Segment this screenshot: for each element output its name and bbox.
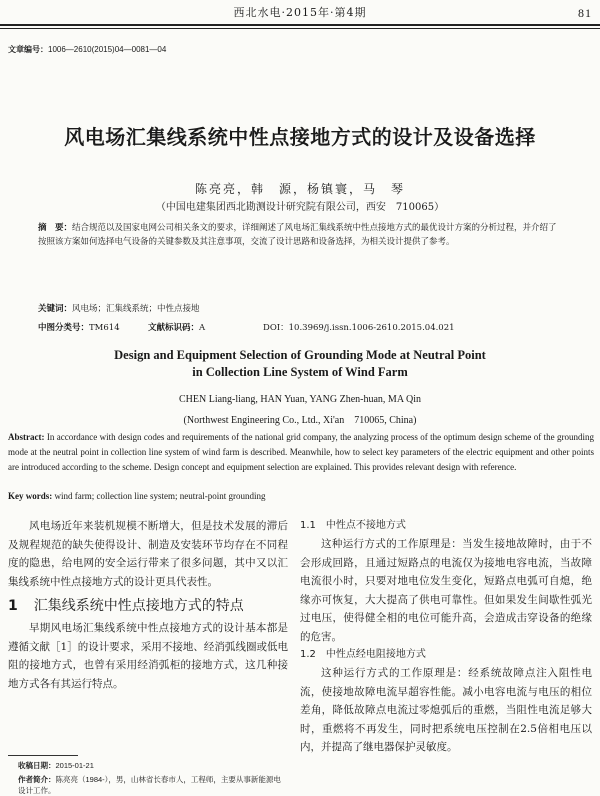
article-number-value: 1006—2610(2015)04—0081—04 — [48, 45, 167, 54]
document-code — [148, 321, 205, 333]
affiliation-english: (Northwest Engineering Co., Ltd., Xi'an 710065, China) — [183, 415, 417, 426]
subsection-heading-1-1 — [300, 517, 592, 535]
abstract-english — [8, 430, 594, 475]
subsection-heading-1-2 — [300, 646, 592, 664]
article-number — [8, 44, 166, 55]
subsection-number: 1.2 — [300, 649, 316, 660]
page-number: 81 — [578, 6, 592, 20]
body-left-column — [8, 517, 288, 693]
doc-code-value: A — [199, 323, 206, 333]
clc-value: TM614 — [89, 323, 120, 333]
abstract-chinese — [38, 221, 558, 249]
subsection-number: 1.1 — [300, 520, 316, 531]
keywords-cn-label: 关键词： — [38, 304, 73, 314]
header-rule-thin — [0, 28, 600, 29]
section-number: 1 — [8, 598, 18, 614]
footnote-rule — [8, 755, 78, 756]
keywords-cn-text: 风电场；汇集线系统；中性点接地 — [72, 304, 200, 314]
authors-english: CHEN Liang-liang, HAN Yuan, YANG Zhen-huan, MA Qin — [178, 394, 421, 405]
abstract-cn-text: 结合规范以及国家电网公司相关条文的要求，详细阐述了风电场汇集线系统中性点接地方式的最优设计方案的分析过程，并介绍了按照该方案如何选择电气设备的关键参数及其注意事项，交流了设计思路和设备选择，为相关设计提供了参考。 — [38, 223, 557, 247]
article-number-label: 文章编号： — [8, 45, 48, 54]
abstract-en-label: Abstract: — [8, 432, 45, 442]
keywords-english — [8, 491, 265, 501]
keywords-en-label: Key words: — [8, 491, 53, 501]
keywords-en-text: wind farm; collection line system; neutral-point grounding — [52, 491, 266, 501]
author-bio: 陈亮亮（1984-），男，山林省长春市人，工程师，主要从事新能源电设计工作。 — [18, 775, 281, 795]
footnote-author — [18, 774, 288, 796]
title-en-line2: in Collection Line System of Wind Farm — [192, 365, 408, 379]
keywords-chinese — [38, 302, 200, 314]
body-right-column — [300, 517, 592, 757]
received-date: 2015-01-21 — [55, 761, 94, 770]
page-title-english — [0, 347, 600, 381]
running-header — [0, 2, 600, 24]
subsection-1-2-paragraph: 这种运行方式的工作原理是：经系统故障点注入阻性电流，使接地故障电流早超容性能。减小电容电流与电压的相位差角，降低故障点电流过零熄弧后的重燃，当阻性电流足够大时，重燃将不再发生，同时把系统电压控制在2.5倍相电压以内，并提高了继电器保护灵敏度。 — [300, 667, 592, 753]
subsection-title: 中性点不接地方式 — [325, 520, 406, 531]
journal-name: 西北水电·2015年·第4期 — [233, 6, 367, 19]
subsection-title: 中性点经电阻接地方式 — [325, 649, 426, 660]
clc-number — [38, 321, 120, 333]
intro-paragraph: 风电场近年来装机规模不断增大，但是技术发展的滞后及规程规范的缺失使得设计、制造及安装环节均存在不同程度的隐患，给电网的安全运行带来了很多问题，其中又以汇集线系统中性点接地方式的设计更具代表性。 — [8, 520, 288, 588]
title-en-line1: Design and Equipment Selection of Grounding Mode at Neutral Point — [114, 348, 486, 362]
abstract-en-text: In accordance with design codes and requirements of the national grid company, the analyzing process of the optimum design scheme of the grounding mode at the neutral point in collection line system of wind farm is described. Meanwhile, how to select key parameters of the electric equipment and other points are introduced according to the scheme. Design concept and equipment selection are explained. This provides relevant design with reference. — [8, 432, 594, 472]
abstract-cn-label: 摘 要： — [38, 223, 73, 233]
subsection-1-1-paragraph: 这种运行方式的工作原理是：当发生接地故障时，由于不会形成回路，且通过短路点的电流仅为接地电容电流，当故障电流很小时，只要对地电位发生变化，短路点电弧可自熄，绝缘亦可恢复，大大提高了供电可靠性。但如果发生间歇性弧光过电压，使得健全相的电位可能升高，会造成击穿设备的绝缘的危害。 — [300, 538, 592, 643]
section-1-paragraph: 早期风电场汇集线系统中性点接地方式的设计基本都是遵循文献［1］的设计要求，采用不接地、经消弧线圈或低电阻的接地方式，也曾有采用经消弧柜的接地方式，这几种接地方式各有其运行特点。 — [8, 622, 288, 690]
affiliation-chinese: （中国电建集团西北勘测设计研究院有限公司，西安 710065） — [155, 202, 445, 213]
author-bio-label: 作者简介： — [18, 775, 56, 784]
doc-code-label: 文献标识码： — [148, 323, 200, 333]
footnote-received — [18, 760, 94, 771]
authors-chinese: 陈亮亮，韩 源，杨镇寰，马 琴 — [194, 182, 405, 196]
section-heading-1 — [8, 595, 288, 617]
header-rule-thick — [0, 24, 600, 26]
page-title-chinese: 风电场汇集线系统中性点接地方式的设计及设备选择 — [64, 125, 536, 149]
clc-label: 中图分类号： — [38, 323, 90, 333]
received-label: 收稿日期： — [18, 761, 56, 770]
section-title: 汇集线系统中性点接地方式的特点 — [33, 598, 244, 614]
doi: DOI：10.3969/j.issn.1006-2610.2015.04.021 — [263, 323, 455, 333]
